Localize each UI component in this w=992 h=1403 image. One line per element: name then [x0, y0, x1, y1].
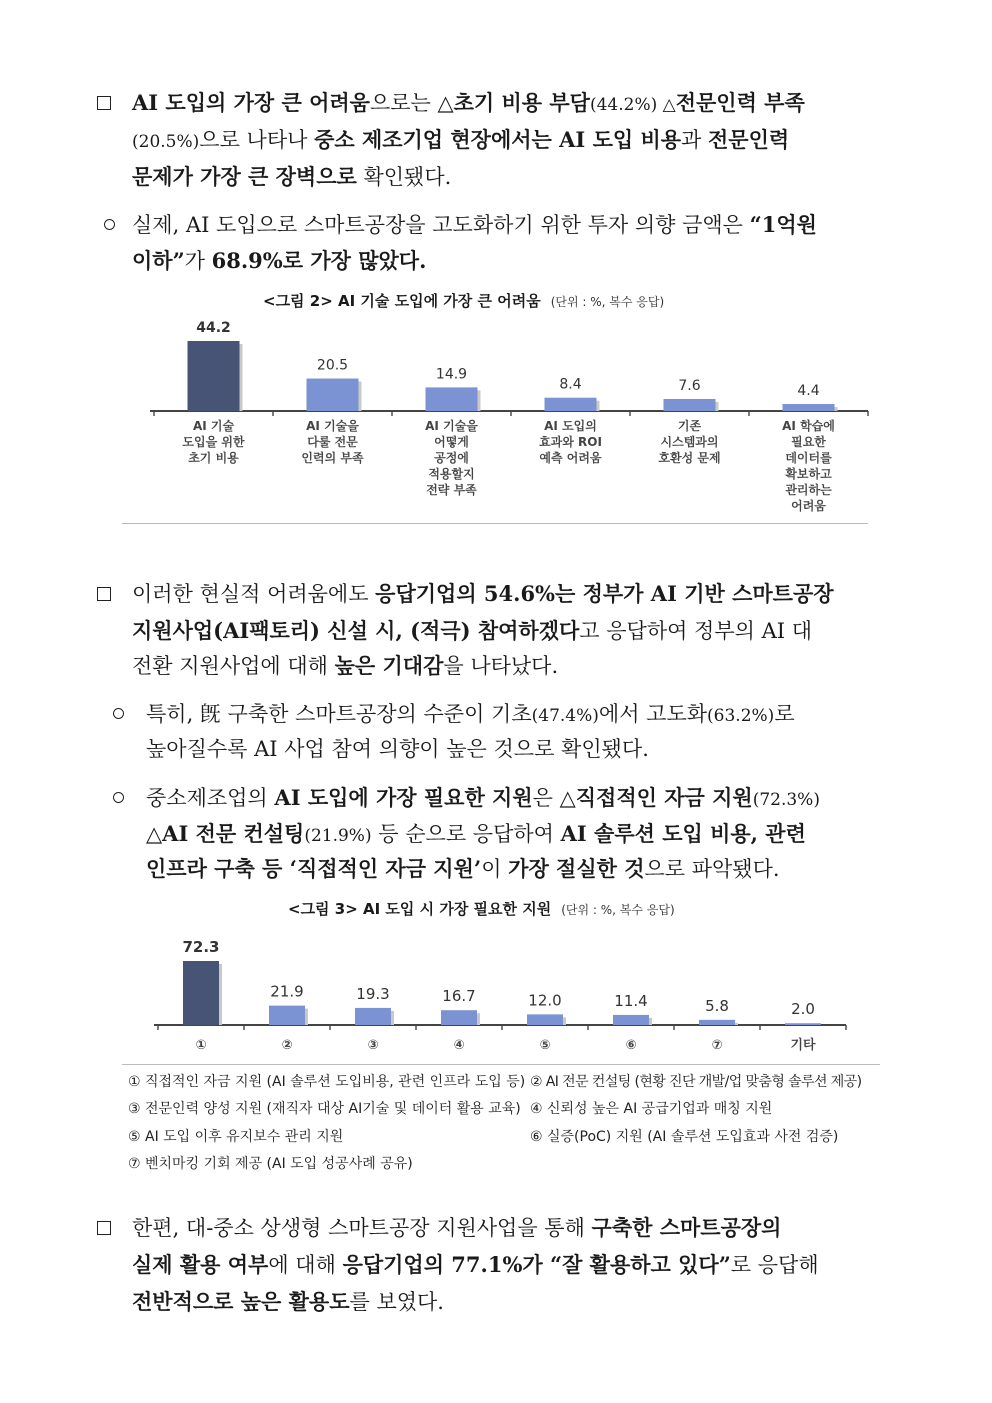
text-run: AI 전문 컨설팅 [162, 821, 305, 846]
legend-item: ② AI 전문 컨설팅 (현황 진단 개발/업 맞춤형 솔루션 제공) [530, 1074, 862, 1090]
text-run: 구축한 스마트공장의 [591, 1215, 782, 1240]
category-label: ⑥ [625, 1038, 637, 1053]
text-run: 확인됐다. [356, 165, 452, 189]
figure-unit: (단위 : %, 복수 응답) [550, 295, 665, 309]
figure-title-text: <그림 3> AI 도입 시 가장 필요한 지원 [288, 900, 552, 918]
text-run: 이러한 현실적 어려움에도 [132, 582, 376, 606]
category-label: ③ [367, 1038, 379, 1053]
text-run: △ [146, 822, 163, 846]
text-run: AI 솔루션 도입 비용, 관련 [560, 821, 806, 846]
category-label: 호환성 문제 [658, 451, 721, 465]
data-label: 2.0 [791, 1000, 815, 1019]
text-run: 고 응답하여 정부의 AI 대 [579, 619, 813, 643]
category-label: ① [195, 1038, 207, 1053]
category-label: 전략 부족 [426, 483, 477, 497]
text-run: 으로 파악됐다. [644, 857, 780, 881]
text-run: (20.5%) [132, 132, 200, 152]
category-label: ⑤ [539, 1038, 551, 1053]
text-run: 직접적인 자금 지원 [575, 785, 753, 810]
text-run: 를 보였다. [349, 1290, 444, 1314]
text-run: 이하” [132, 248, 185, 273]
text-run: 인프라 구축 등 ‘직접적인 자금 지원’ [146, 856, 482, 881]
data-label: 21.9 [270, 982, 304, 1001]
category-label: AI 기술을 [425, 419, 478, 433]
category-label: 관리하는 [785, 483, 832, 497]
category-label: 도입을 위한 [182, 435, 245, 449]
category-label: 다룰 전문 [307, 435, 358, 449]
data-label: 19.3 [356, 984, 390, 1003]
paragraph-line [132, 1251, 898, 1279]
bar [785, 1023, 821, 1025]
figure-title-text: <그림 2> AI 기술 도입에 가장 큰 어려움 [263, 292, 541, 310]
text-run: 전환 지원사업에 대해 [132, 654, 335, 678]
paragraph-line [132, 1214, 898, 1242]
text-run: 이 [481, 857, 509, 881]
legend-item: ⑦ 벤치마킹 기회 제공 (AI 도입 성공사례 공유) [128, 1156, 413, 1172]
data-label: 8.4 [559, 376, 582, 393]
text-run: 으로는 △ [369, 91, 454, 115]
text-run: (21.9%) [304, 826, 372, 846]
legend-divider [122, 1064, 880, 1065]
category-label: 효과와 ROI [539, 435, 602, 449]
data-label: 12.0 [528, 991, 562, 1010]
category-label: 기존 [677, 419, 702, 433]
category-label: 어려움 [791, 499, 826, 513]
text-run: 으로 나타나 [199, 128, 315, 152]
text-run: (63.2%) [707, 706, 775, 726]
legend-item: ① 직접적인 자금 지원 (AI 솔루션 도입비용, 관련 인프라 도입 등) [128, 1074, 526, 1090]
text-run: 을 나타났다. [443, 654, 559, 678]
text-run: 높은 기대감 [334, 653, 444, 678]
text-run: 전문인력 [708, 127, 790, 152]
text-run: AI 도입에 가장 필요한 지원 [274, 785, 533, 810]
text-run: (44.2%) △ [589, 95, 676, 115]
legend-item: ⑤ AI 도입 이후 유지보수 관리 지원 [128, 1129, 344, 1145]
category-label: ⑦ [711, 1038, 723, 1053]
text-run: (72.3%) [752, 790, 820, 810]
text-run: 특히, 旣 구축한 스마트공장의 수준이 기초 [146, 702, 532, 726]
category-label: ④ [453, 1038, 465, 1053]
category-label: 초기 비용 [188, 451, 239, 465]
text-run: 중소 제조기업 현장에서는 AI 도입 비용 [314, 127, 682, 152]
data-label: 72.3 [182, 938, 220, 956]
figure-unit: (단위 : %, 복수 응답) [561, 903, 675, 917]
legend-item: ④ 신뢰성 높은 AI 공급기업과 매칭 지원 [530, 1101, 773, 1117]
category-label: 어떻게 [434, 435, 469, 449]
text-run: 실제 활용 여부 [132, 1252, 269, 1277]
text-run: (47.4%) [531, 706, 599, 726]
text-run: 한편, 대-중소 상생형 스마트공장 지원사업을 통해 [132, 1216, 592, 1240]
text-run: 가 [184, 249, 212, 273]
category-label: 공정에 [434, 451, 469, 465]
text-run: 응답기업의 77.1%가 “잘 활용하고 있다” [342, 1252, 731, 1277]
data-label: 11.4 [614, 991, 648, 1010]
bar [269, 1006, 305, 1025]
category-label: 필요한 [791, 435, 826, 449]
category-label: AI 기술 [192, 419, 235, 433]
bar [441, 1010, 477, 1025]
category-label: AI 도입의 [544, 419, 597, 433]
text-run: 에 대해 [268, 1253, 343, 1277]
text-run: 로 응답해 [730, 1253, 819, 1277]
text-run: 높아질수록 AI 사업 참여 의향이 높은 것으로 확인됐다. [146, 737, 649, 761]
bar [183, 961, 219, 1025]
category-label: AI 학습에 [782, 419, 835, 433]
text-run: AI 도입의 가장 큰 어려움 [132, 90, 370, 115]
legend-item: ③ 전문인력 양성 지원 (재직자 대상 AI기술 및 데이터 활용 교육) [128, 1101, 521, 1117]
category-label: 데이터를 [785, 451, 832, 465]
category-label: AI 기술을 [306, 419, 359, 433]
text-run: 가장 절실한 것 [508, 856, 645, 881]
text-run: 등 순으로 응답하여 [371, 822, 561, 846]
data-label: 16.7 [442, 987, 476, 1006]
data-label: 7.6 [678, 377, 701, 394]
legend-item: ⑥ 실증(PoC) 지원 (AI 솔루션 도입효과 사전 검증) [530, 1129, 839, 1145]
bar [699, 1020, 735, 1025]
text-run: “1억원 [749, 212, 817, 237]
text-run: 로 [774, 702, 795, 726]
category-label: 기타 [790, 1038, 816, 1053]
text-run: 실제, AI 도입으로 스마트공장을 고도화하기 위한 투자 의향 금액은 [132, 213, 750, 237]
data-label: 14.9 [435, 366, 468, 383]
text-run: 응답기업의 54.6%는 정부가 AI 기반 스마트공장 [375, 581, 834, 606]
category-label: 시스템과의 [660, 435, 719, 449]
bar [527, 1014, 563, 1025]
text-run: 전반적으로 높은 활용도 [132, 1289, 350, 1314]
data-label: 20.5 [316, 357, 349, 374]
text-run: 전문인력 부족 [675, 90, 805, 115]
text-run: 에서 고도화 [598, 702, 708, 726]
paragraph-line [132, 1288, 444, 1316]
text-run: 은 △ [532, 786, 576, 810]
text-run: 문제가 가장 큰 장벽으로 [132, 164, 357, 189]
category-label: 확보하고 [785, 467, 832, 481]
data-label: 44.2 [196, 320, 231, 336]
text-run: 지원사업(AI팩토리) 신설 시, (적극) 참여하겠다 [132, 618, 580, 643]
text-run: 중소제조업의 [146, 786, 275, 810]
text-run: 68.9%로 가장 많았다. [211, 248, 427, 273]
bar [613, 1015, 649, 1025]
category-label: 인력의 부족 [301, 451, 364, 465]
text-run: 초기 비용 부담 [453, 90, 590, 115]
text-run: 과 [681, 128, 708, 152]
data-label: 5.8 [705, 996, 729, 1015]
category-label: 예측 어려움 [539, 451, 602, 465]
category-label: ② [281, 1038, 293, 1053]
data-label: 4.4 [797, 383, 820, 400]
bar [355, 1008, 391, 1025]
category-label: 적용할지 [428, 467, 475, 481]
square-bullet-icon [97, 1221, 111, 1235]
